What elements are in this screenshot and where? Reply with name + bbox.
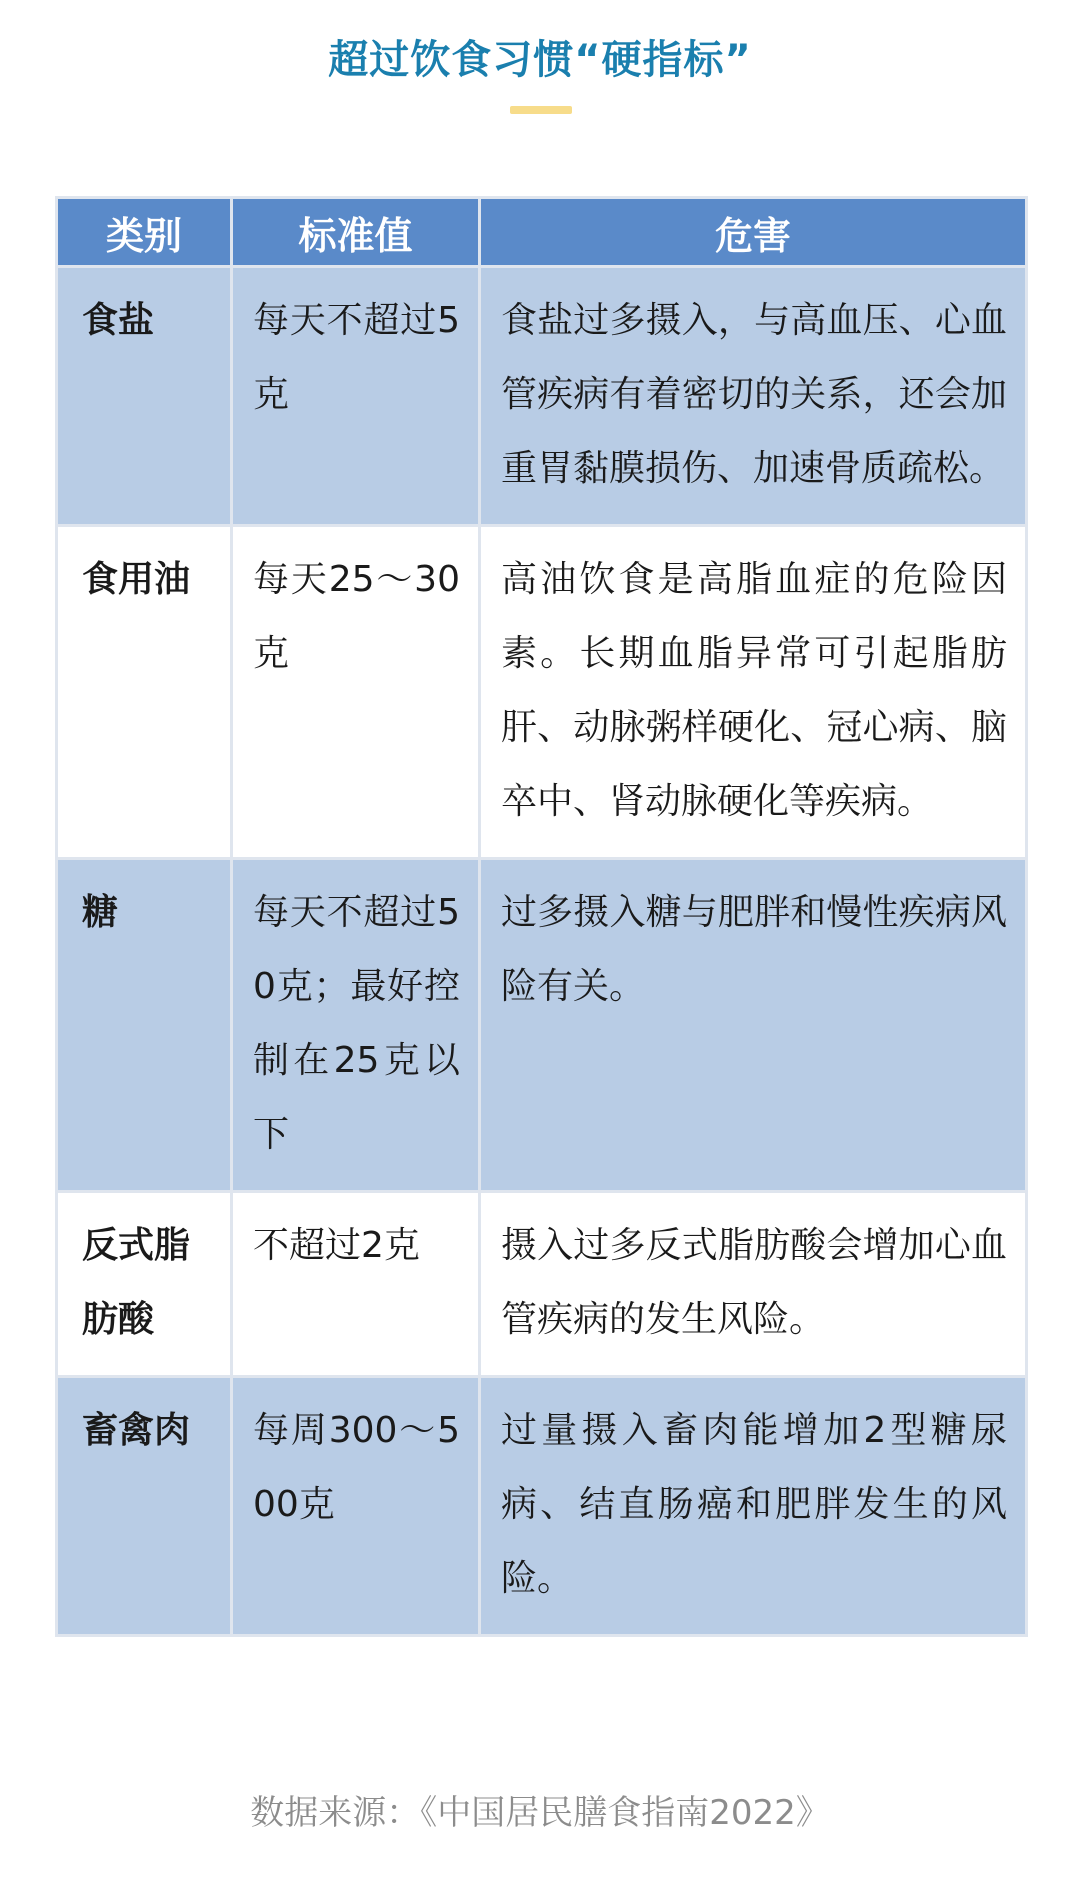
row-category: 糖 — [57, 859, 232, 1192]
row-harm: 高油饮食是高脂血症的危险因素。长期血脂异常可引起脂肪肝、动脉粥样硬化、冠心病、脑卒中、肾动脉硬化等疾病。 — [480, 526, 1027, 859]
row-harm: 过量摄入畜肉能增加2型糖尿病、结直肠癌和肥胖发生的风险。 — [480, 1377, 1027, 1636]
table-row — [57, 267, 1027, 526]
row-standard: 每天25～30克 — [232, 526, 480, 859]
table-header-row — [57, 198, 1027, 267]
row-standard: 每天不超过50克；最好控制在25克以下 — [232, 859, 480, 1192]
title-accent-bar — [510, 106, 572, 114]
row-category: 食用油 — [57, 526, 232, 859]
row-harm: 食盐过多摄入，与高血压、心血管疾病有着密切的关系，还会加重胃黏膜损伤、加速骨质疏松。 — [480, 267, 1027, 526]
dietary-standards-table — [55, 196, 1028, 1637]
row-harm: 摄入过多反式脂肪酸会增加心血管疾病的发生风险。 — [480, 1192, 1027, 1377]
row-category: 反式脂肪酸 — [57, 1192, 232, 1377]
row-standard: 每天不超过5克 — [232, 267, 480, 526]
table-row — [57, 859, 1027, 1192]
row-harm: 过多摄入糖与肥胖和慢性疾病风险有关。 — [480, 859, 1027, 1192]
row-category: 食盐 — [57, 267, 232, 526]
row-standard: 每周300～500克 — [232, 1377, 480, 1636]
page-title: 超过饮食习惯“硬指标” — [328, 37, 752, 83]
table-row — [57, 1192, 1027, 1377]
row-standard: 不超过2克 — [232, 1192, 480, 1377]
header-harm: 危害 — [480, 198, 1027, 267]
data-source-note: 数据来源：《中国居民膳食指南2022》 — [250, 1793, 830, 1833]
header-standard: 标准值 — [232, 198, 480, 267]
row-category: 畜禽肉 — [57, 1377, 232, 1636]
table-row — [57, 526, 1027, 859]
header-category: 类别 — [57, 198, 232, 267]
table-row — [57, 1377, 1027, 1636]
